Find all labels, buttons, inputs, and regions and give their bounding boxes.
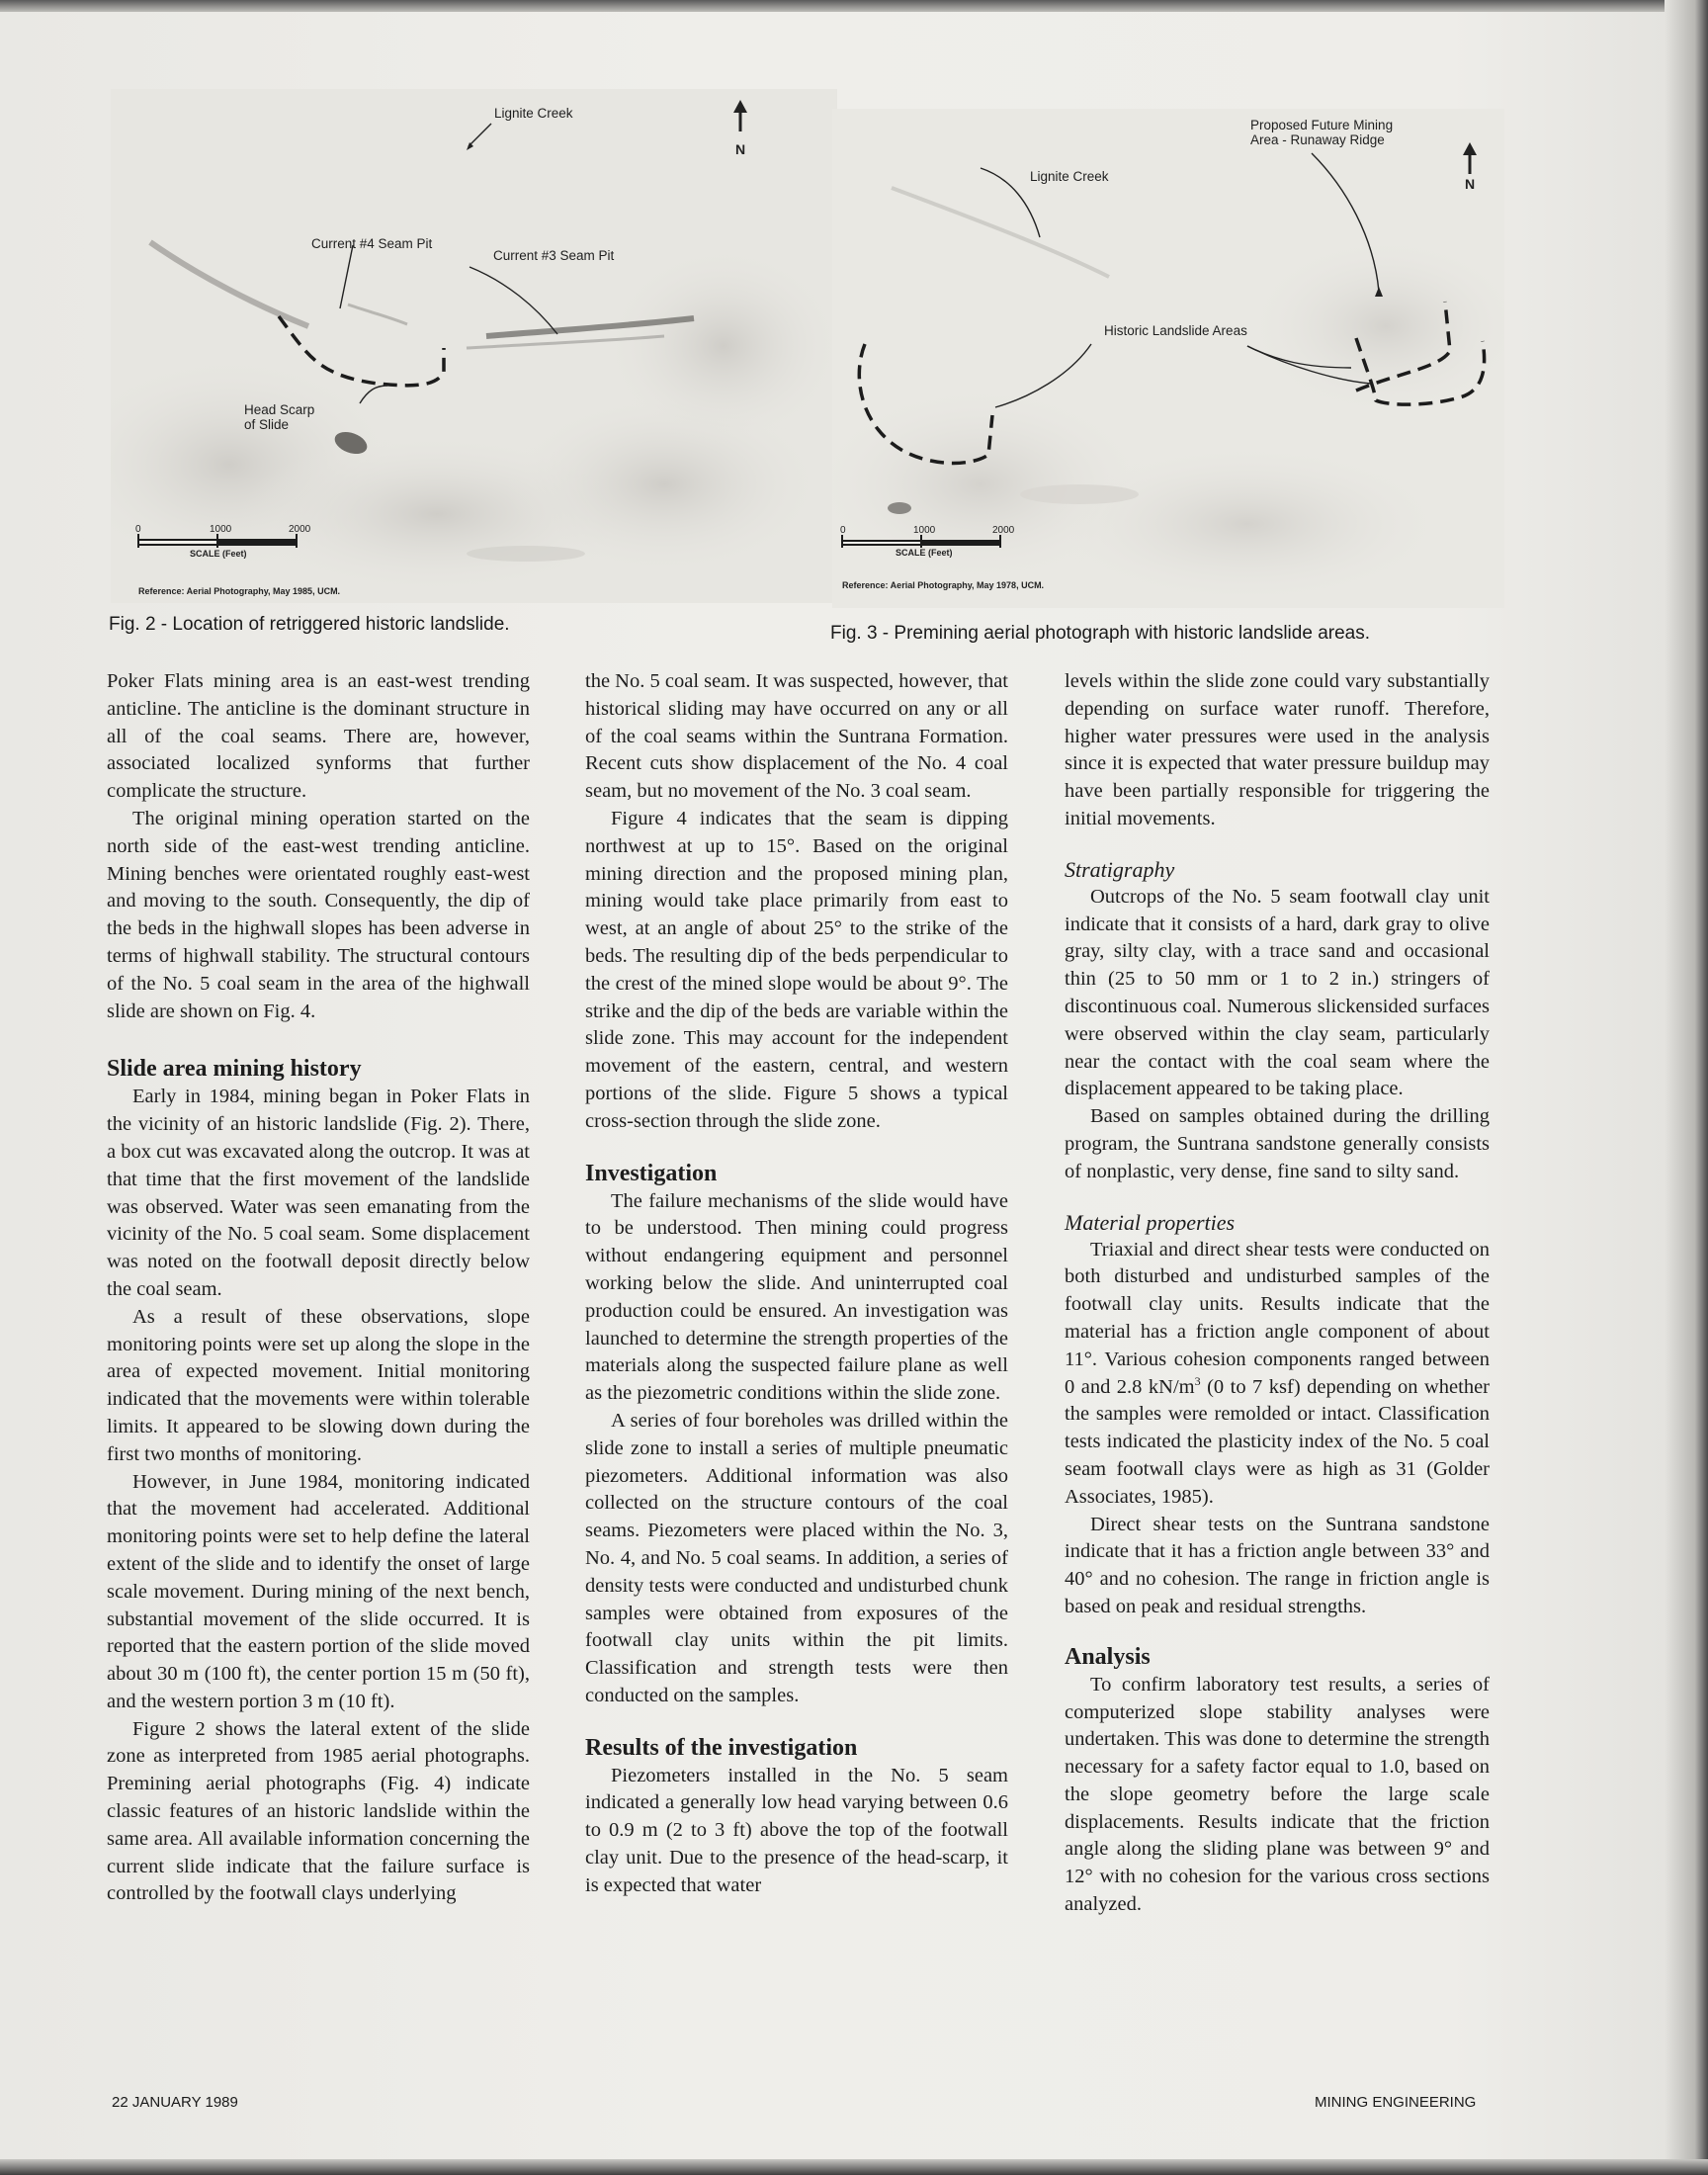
footer-journal-name: MINING ENGINEERING [1315,2094,1477,2111]
fig2-north-arrow-label: N [735,141,746,157]
text-column-1 [107,668,530,1908]
figure-2-aerial-photo [111,89,837,603]
fig2-scale-2000: 2000 [289,524,311,535]
col3-paragraph-2: Outcrops of the No. 5 seam footwall clay unit indicate that it consists of a hard, dark gray to olive gray, silty clay, with a trace sand and occasional thin (25 to 50 mm or 1 to 2 in.) stringers of discontinuous coal. Numerous slickensided surfaces were observed within the clay seam, particularly near the contact with the coal seam where the displacement appeared to be taking place. [1065,885,1490,1100]
col2-paragraph-1: the No. 5 coal seam. It was suspected, however, that historical sliding may have occurred on any or all of the coal seams within the Suntrana Formation. Recent cuts show displacement of the No. 4 coal seam, but no movement of the No. 3 coal seam. [585,670,1008,803]
section-heading-analysis: Analysis [1065,1643,1151,1670]
col1-paragraph-3: Early in 1984, mining began in Poker Flats in the vicinity of an historic landslide (Fig. 2). There, a box cut was excavated along the outcrop. It was at that time that the first movement of the landslide was observed. Water was seen emanating from the vicinity of the No. 5 coal seam. Some displacement was noted on the footwall deposit directly below the coal seam. [107,1086,530,1300]
section-heading-investigation: Investigation [585,1160,718,1186]
fig2-seam4-label: Current #4 Seam Pit [311,236,433,251]
page-bottom-shadow [0,2159,1708,2175]
cubic-superscript: 3 [1194,1373,1201,1388]
text-column-3 [1065,668,1490,1919]
col3-paragraph-3: Based on samples obtained during the drilling program, the Suntrana sandstone generally consists of nonplastic, very dense, fine sand to silty sand. [1065,1105,1490,1182]
fig2-reference: Reference: Aerial Photography, May 1985, UCM. [138,586,341,596]
page-top-shadow [0,0,1708,12]
col3-paragraph-1: levels within the slide zone could vary substantially depending on surface water runoff. Therefore, higher water pressures were used in the analysis since it is expected that water pressure buildup may have been partially responsible for triggering the initial movements. [1065,670,1490,829]
fig3-proposed-line1: Proposed Future Mining [1250,118,1394,132]
fig2-caption: Fig. 2 - Location of retriggered historic landslide. [109,614,510,635]
col3-paragraph-6: To confirm laboratory test results, a series of computerized slope stability analyses were undertaken. This was done to determine the strength necessary for a safety factor equal to 1.0, based on the slope geometry before the large scale displacements. Results indicate that the friction angle along the sliding plane was between 9° and 12° with no cohesion for the various cross sections analyzed. [1065,1673,1490,1916]
text-column-2 [585,668,1008,1900]
fig2-scale-caption: SCALE (Feet) [190,549,247,559]
figure-3-aerial-photo [832,109,1504,608]
fig3-historic-landslide-label: Historic Landslide Areas [1104,323,1247,338]
fig3-caption: Fig. 3 - Premining aerial photograph with historic landslide areas. [830,623,1370,644]
col2-paragraph-4: A series of four boreholes was drilled within the slide zone to install a series of multiple pneumatic piezometers. Additional information was also collected on the structure contours of the coal seams. Piezometers were placed within the No. 3, No. 4, and No. 5 coal seams. In addition, a series of density tests were conducted and undisturbed chunk samples were obtained from exposures of the footwall clay units within the pit limits. Classification and strength tests were then conducted on the samples. [585,1409,1008,1706]
fig2-seam3-label: Current #3 Seam Pit [493,248,615,263]
page-right-shadow [1665,0,1708,2175]
fig3-reference: Reference: Aerial Photography, May 1978, UCM. [842,580,1045,590]
col1-paragraph-6: Figure 2 shows the lateral extent of the slide zone as interpreted from 1985 aerial photographs. Premining aerial photographs (Fig. 4) indicate classic features of an historic landslide within the same area. All available information concerning the current slide indicate that the failure surface is controlled by the footwall clays underlying [107,1717,530,1905]
fig3-proposed-line2: Area - Runaway Ridge [1250,131,1385,147]
col2-paragraph-3: The failure mechanisms of the slide would have to be understood. Then mining could progress without endangering equipment and personnel working below the slide. And uninterrupted coal production could be ensured. An investigation was launched to determine the strength properties of the materials along the suspected failure plane as well as the piezometric conditions within the slide zone. [585,1189,1008,1405]
col2-paragraph-5: Piezometers installed in the No. 5 seam indicated a generally low head varying between 0.6 to 0.9 m (2 to 3 ft) above the top of the footwall clay unit. Due to the presence of the head-scarp, it is expected that water [585,1764,1008,1896]
col1-paragraph-1: Poker Flats mining area is an east-west trending anticline. The anticline is the dominant structure in all of the coal seams. There are, however, associated localized synforms that further complicate the structure. [107,670,530,803]
section-heading-slide-area: Slide area mining history [107,1056,362,1083]
col1-paragraph-5: However, in June 1984, monitoring indicated that the movement had accelerated. Additional monitoring points were set to help define the lateral extent of the slide and to identify the onset of large scale movement. During mining of the next bench, substantial movement of the slide occurred. It is reported that the eastern portion of the slide moved about 30 m (100 ft), the center portion 15 m (50 ft), and the western portion 3 m (10 ft). [107,1470,530,1712]
fig2-scale-1000: 1000 [210,524,232,535]
fig2-head-scarp-line2: of Slide [244,416,290,432]
footer-page-date: 22 JANUARY 1989 [112,2094,238,2111]
fig3-scale-0: 0 [840,525,846,536]
col3-paragraph-4 [1065,1237,1490,1512]
fig3-scale-caption: SCALE (Feet) [896,548,953,558]
col1-paragraph-4: As a result of these observations, slope monitoring points were set up along the slope in the area of expected movement. Initial monitoring indicated that the movements were within tolerable limits. It appeared to be slowing down during the first two months of monitoring. [107,1305,530,1465]
col3-paragraph-4b: (0 to 7 ksf) depending on whether the samples were remolded or intact. Classification tests indicated the plasticity index of the No. 5 coal seam footwall clays were as high as 31 (Golder Associates, 1985). [1065,1375,1491,1508]
section-heading-material-properties: Material properties [1065,1209,1236,1235]
col2-paragraph-2: Figure 4 indicates that the seam is dipping northwest at up to 15°. Based on the original mining direction and the proposed mining plan, mining would take place primarily from east to west, at an angle of about 25° to the strike of the beds. The resulting dip of the beds perpendicular to the crest of the mined slope would be about 9°. The strike and the dip of the beds are variable within the slide zone. This may account for the independent movement of the eastern, central, and western portions of the slide. Figure 5 shows a typical cross-section through the slide zone. [585,807,1008,1132]
fig2-head-scarp-line1: Head Scarp [244,402,315,417]
col3-paragraph-4a: Triaxial and direct shear tests were conducted on both disturbed and undisturbed samples of the footwall clay units. Results indicate that the material has a friction angle component of about 11°. Various cohesion components ranged between 0 and 2.8 kN/m [1065,1238,1490,1398]
fig2-lignite-creek-label: Lignite Creek [494,106,573,121]
fig2-head-scarp-label [244,403,314,433]
section-heading-results: Results of the investigation [585,1734,858,1761]
fig3-proposed-area-label [1250,119,1393,148]
col3-paragraph-5: Direct shear tests on the Suntrana sandstone indicate that it has a friction angle between 33° and 40° and no cohesion. The range in friction angle is based on peak and residual strengths. [1065,1513,1490,1617]
section-heading-stratigraphy: Stratigraphy [1065,856,1175,882]
fig3-north-arrow-label: N [1465,176,1476,192]
col1-paragraph-2: The original mining operation started on the north side of the east-west trending anticline. Mining benches were orientated roughly east-west and moving to the south. Consequently, the dip of the beds in the highwall slopes has been adverse in terms of highwall stability. The structural contours of the No. 5 coal seam in the area of the highwall slide are shown on Fig. 4. [107,807,530,1022]
fig3-lignite-creek-label: Lignite Creek [1030,169,1109,184]
fig2-scale-0: 0 [135,524,141,535]
fig3-scale-2000: 2000 [992,525,1015,536]
fig3-scale-1000: 1000 [913,525,936,536]
